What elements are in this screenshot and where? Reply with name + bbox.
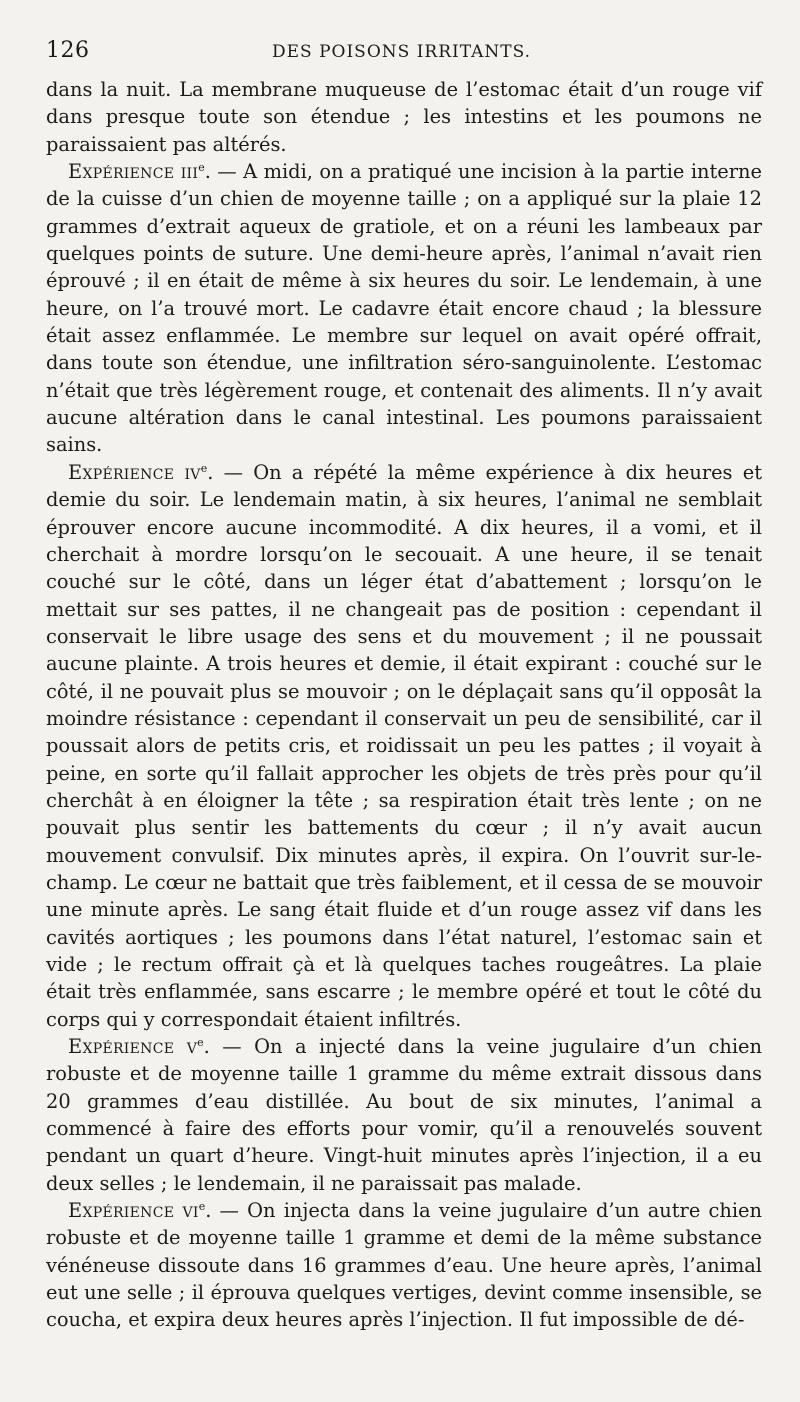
paragraph-continuation [46, 76, 762, 158]
paragraph-text: . — On a répété la même expérience à dix heures et demie du soir. Le lendemain matin, à six heures, l’animal ne semblait éprouver encore aucune incommodité. A dix heures, il a vomi, et il cherchait à mordre lorsqu’on le secouait. A une heure, il se tenait couché sur le côté, dans un léger état d’abattement ; lorsqu’on le mettait sur ses pattes, il ne changeait pas de position : cependant il conservait le libre usage des sens et du mouvement ; il ne poussait aucune plainte. A trois heures et demie, il était expirant : couché sur le côté, il ne pouvait plus se mouvoir ; on le déplaçait sans qu’il opposât la moindre résistance : cependant il conservait un peu de sensibilité, car il poussait alors de petits cris, et roidissait un peu les pattes ; il voyait à peine, en sorte qu’il fallait approcher les objets de très près pour qu’il cherchât à en éloigner la tête ; sa respiration était très lente ; on ne pouvait plus sentir les battements du cœur ; il n’y avait aucun mouvement convulsif. Dix minutes après, il expira. On l’ouvrit sur-le-champ. Le cœur ne battait que très faiblement, et il cessa de se mouvoir une minute après. Le sang était fluide et d’un rouge assez vif dans les cavités aortiques ; les poumons dans l’état naturel, l’estomac sain et vide ; le rectum offrait çà et là quelques taches rougeâtres. La plaie était très enflammée, sans escarre ; le membre opéré et tout le côté du corps qui y correspondait étaient infiltrés. [46, 460, 762, 1031]
ordinal-suffix: e [198, 1200, 206, 1214]
body-text [46, 76, 762, 1334]
experiment-number: vi [182, 1199, 199, 1223]
paragraph-text: dans la nuit. La membrane muqueuse de l’estomac était d’un rouge vif dans presque toute son étendue ; les intestins et les poumons ne paraissaient pas altérés. [46, 78, 762, 156]
ordinal-suffix: e [198, 161, 205, 175]
paragraph-text: . — A midi, on a pratiqué une incision à la partie interne de la cuisse d’un chien de moyenne taille ; on a appliqué sur la plaie 12 grammes d’extrait aqueux de gratiole, et on a réuni les lambeaux par quelques points de suture. Une demi-heure après, l’animal n’avait rien éprouvé ; il en était de même à six heures du soir. Le lendemain, à une heure, on l’a trouvé mort. Le cadavre était encore chaud ; la blessure était assez enflammée. Le membre sur lequel on avait opéré offrait, dans toute son étendue, une infiltration séro-sanguinolente. L’estomac n’était que très légèrement rouge, et contenait des aliments. Il n’y avait aucune altération dans le canal intestinal. Les poumons paraissaient sains. [46, 160, 763, 457]
paragraph-experience-3 [46, 158, 762, 459]
experiment-heading: Expérience [68, 1199, 175, 1223]
paragraph-experience-6 [46, 1197, 762, 1334]
experiment-number: iii [180, 160, 199, 184]
paragraph-experience-5 [46, 1033, 762, 1197]
experiment-number: iv [184, 460, 201, 484]
paragraph-text: . — On a injecté dans la veine jugulaire d’un chien robuste et de moyenne taille 1 gramme du même extrait dissous dans 20 grammes d’eau distillée. Au bout de six minutes, l’animal a commencé à faire des efforts pour vomir, qu’il a renouvelés souvent pendant un quart d’heure. Vingt-huit minutes après l’injection, il a eu deux selles ; le lendemain, il ne paraissait pas malade. [46, 1035, 762, 1195]
experiment-heading: Expérience [68, 1035, 175, 1059]
ordinal-suffix: e [200, 461, 208, 475]
ordinal-suffix: e [197, 1036, 204, 1050]
paragraph-text: . — On injecta dans la veine jugulaire d’un autre chien robuste et de moyenne taille 1 gramme et demi de la même substance vénéneuse dissoute dans 16 grammes d’eau. Une heure après, l’animal eut une selle ; il éprouva quelques vertiges, devint comme insensible, se coucha, et expira deux heures après l’injection. Il fut impossible de dé- [46, 1199, 763, 1332]
experiment-heading: Expérience [68, 160, 175, 184]
experiment-heading: Expérience [68, 460, 175, 484]
page-header [46, 36, 762, 76]
paragraph-experience-4 [46, 459, 762, 1033]
page-number: 126 [46, 38, 90, 63]
experiment-number: v [186, 1035, 198, 1059]
running-title: DES POISONS IRRITANTS. [272, 42, 532, 62]
